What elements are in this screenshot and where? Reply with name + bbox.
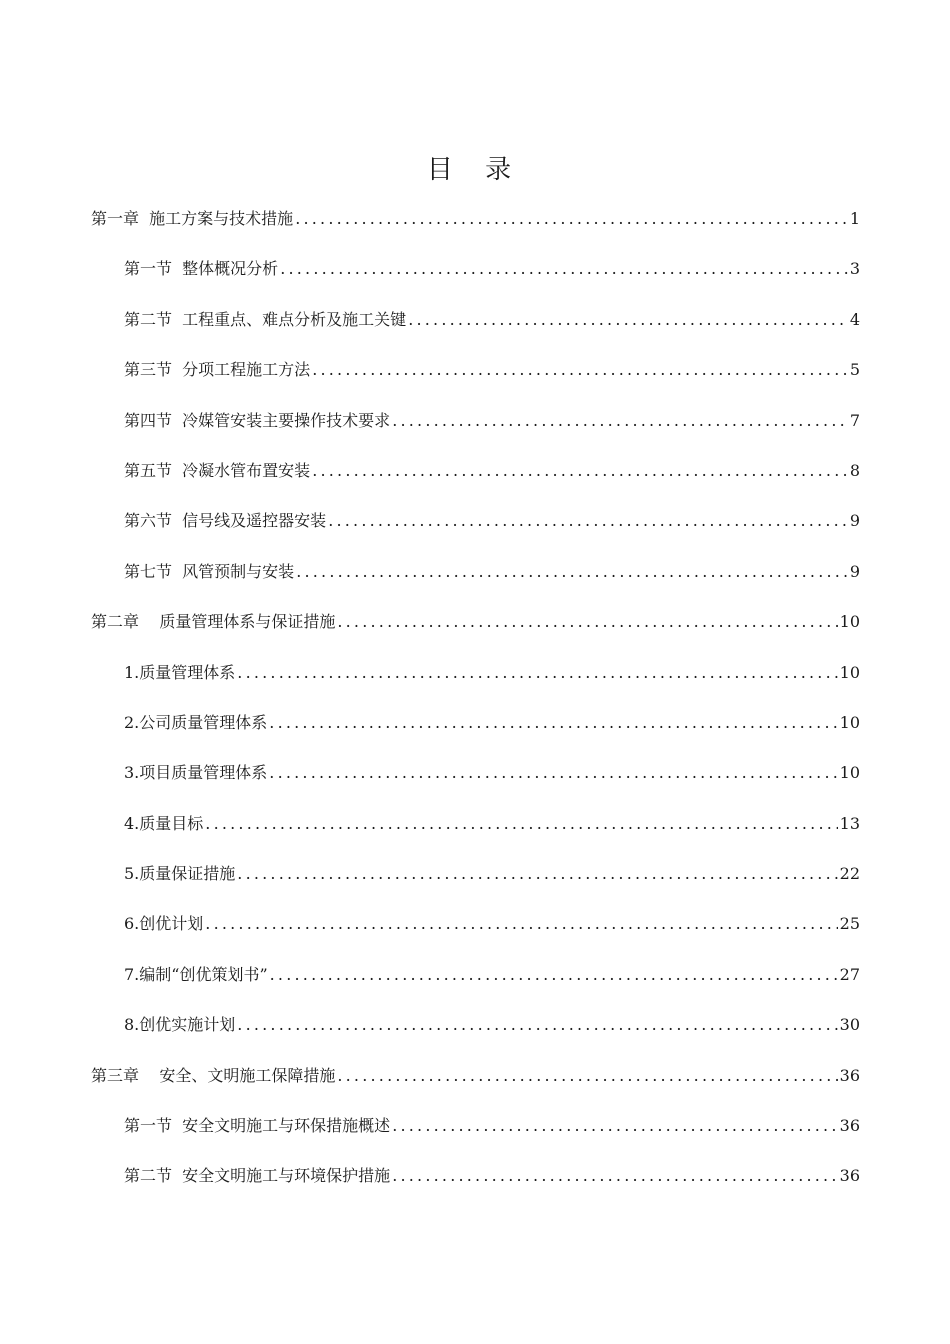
toc-entry-page: 10 [839, 612, 860, 632]
toc-leader-dots [205, 913, 837, 935]
toc-leader-dots [312, 460, 848, 482]
toc-entry-label: 1.质量管理体系 [124, 662, 236, 682]
toc-entry-label: 8.创优实施计划 [124, 1015, 236, 1035]
toc-entry-page: 5 [849, 360, 860, 380]
toc-entry-chapter-3[interactable] [0, 1065, 950, 1115]
toc-entry-label: 2.公司质量管理体系 [124, 712, 268, 732]
toc-entry-section[interactable] [0, 712, 950, 762]
toc-entry-section[interactable] [0, 410, 950, 460]
toc-leader-dots [269, 762, 837, 784]
toc-entry-section[interactable] [0, 1014, 950, 1064]
toc-leader-dots [280, 258, 848, 280]
toc-entry-chapter-2[interactable] [0, 611, 950, 661]
toc-entry-label: 第三节 分项工程施工方法 [124, 360, 311, 380]
toc-entry-page: 10 [839, 712, 860, 732]
toc-entry-label: 第五节 冷凝水管布置安装 [124, 460, 311, 480]
toc-title: 目 录 [426, 155, 524, 185]
toc-leader-dots [392, 1165, 837, 1187]
toc-entry-section[interactable] [0, 1115, 950, 1165]
toc-entry-label: 第三章 安全、文明施工保障措施 [91, 1065, 336, 1085]
toc-entry-page: 36 [839, 1166, 860, 1186]
toc-entry-label: 5.质量保证措施 [124, 864, 236, 884]
toc-entry-label: 第二节 工程重点、难点分析及施工关键 [124, 309, 407, 329]
toc-entry-page: 27 [839, 964, 860, 984]
toc-leader-dots [295, 208, 848, 230]
toc-leader-dots [392, 1115, 837, 1137]
toc-entry-page: 25 [839, 914, 860, 934]
toc-entry-section[interactable] [0, 913, 950, 963]
toc-leader-dots [392, 410, 848, 432]
toc-entry-chapter-1[interactable] [0, 208, 950, 258]
toc-entry-page: 9 [849, 561, 860, 581]
toc-entry-label: 6.创优计划 [124, 914, 204, 934]
toc-entry-page: 10 [839, 662, 860, 682]
toc-leader-dots [312, 359, 848, 381]
toc-leader-dots [237, 863, 837, 885]
toc-leader-dots [296, 561, 848, 583]
toc-leader-dots [237, 662, 837, 684]
toc-entry-section[interactable] [0, 510, 950, 560]
toc-leader-dots [270, 964, 838, 986]
toc-entry-label: 4.质量目标 [124, 813, 204, 833]
toc-leader-dots [337, 1065, 837, 1087]
toc-entry-section[interactable] [0, 309, 950, 359]
toc-entry-section[interactable] [0, 1165, 950, 1215]
toc-entry-section[interactable] [0, 813, 950, 863]
toc-entry-label: 3.项目质量管理体系 [124, 763, 268, 783]
toc-entry-page: 13 [839, 813, 860, 833]
toc-leader-dots [237, 1014, 837, 1036]
toc-entry-page: 3 [849, 259, 860, 279]
toc-entry-section[interactable] [0, 662, 950, 712]
toc-entry-section[interactable] [0, 863, 950, 913]
toc-list [0, 208, 950, 1216]
toc-entry-section[interactable] [0, 359, 950, 409]
toc-entry-page: 22 [839, 864, 860, 884]
toc-entry-page: 1 [849, 209, 860, 228]
toc-entry-label: 第六节 信号线及遥控器安装 [124, 511, 327, 531]
toc-entry-page: 10 [839, 763, 860, 783]
toc-leader-dots [205, 813, 837, 835]
toc-entry-page: 7 [849, 410, 860, 430]
toc-entry-page: 9 [849, 511, 860, 531]
toc-entry-section[interactable] [0, 561, 950, 611]
toc-entry-label: 第一节 整体概况分析 [124, 259, 279, 279]
toc-leader-dots [408, 309, 848, 331]
toc-entry-page: 4 [849, 309, 860, 329]
toc-entry-label: 第七节 风管预制与安装 [124, 561, 295, 581]
toc-entry-page: 36 [839, 1065, 860, 1085]
toc-leader-dots [269, 712, 837, 734]
toc-entry-section[interactable] [0, 258, 950, 308]
toc-entry-page: 30 [839, 1015, 860, 1035]
toc-entry-page: 36 [839, 1116, 860, 1136]
toc-entry-label: 第一节 安全文明施工与环保措施概述 [124, 1116, 391, 1136]
toc-entry-label: 第二节 安全文明施工与环境保护措施 [124, 1166, 391, 1186]
toc-entry-page: 8 [849, 460, 860, 480]
toc-entry-label: 第二章 质量管理体系与保证措施 [91, 612, 336, 632]
toc-leader-dots [337, 611, 837, 633]
toc-entry-label: 第一章 施工方案与技术措施 [91, 209, 294, 228]
toc-entry-label: 第四节 冷媒管安装主要操作技术要求 [124, 410, 391, 430]
toc-entry-label: 7.编制“创优策划书” [124, 964, 268, 984]
toc-entry-section[interactable] [0, 762, 950, 812]
toc-entry-section[interactable] [0, 460, 950, 510]
toc-leader-dots [328, 510, 848, 532]
toc-entry-section[interactable] [0, 964, 950, 1014]
